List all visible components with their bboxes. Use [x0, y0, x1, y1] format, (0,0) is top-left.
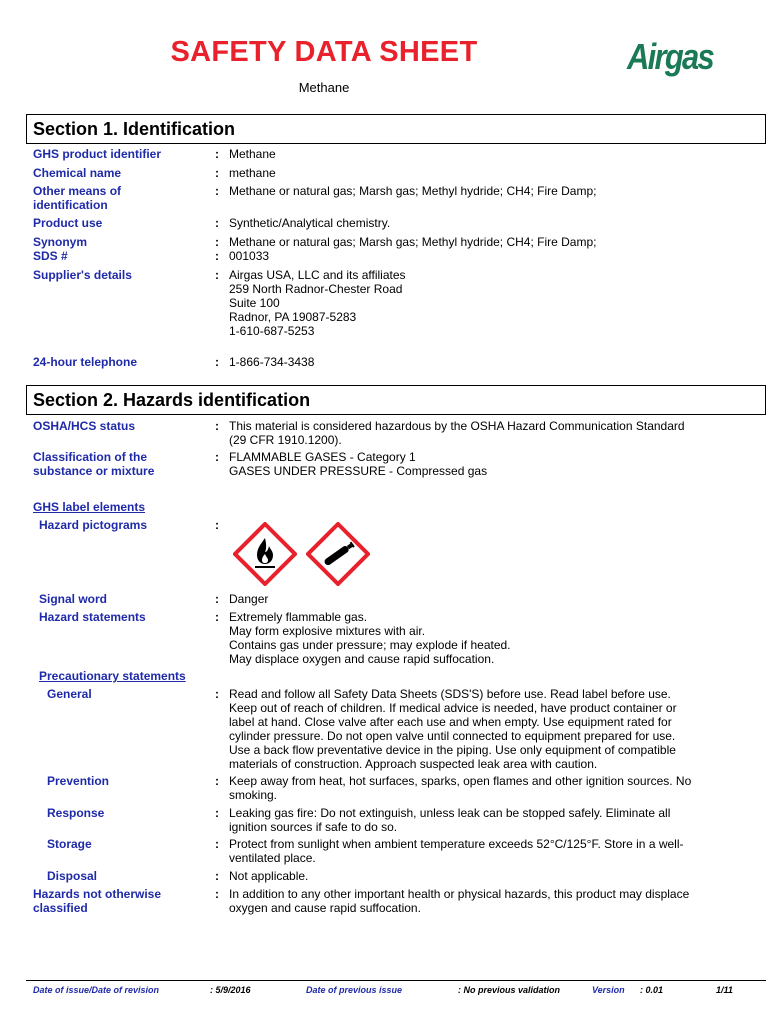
signal-word-label: Signal word — [39, 592, 108, 606]
colon: : — [215, 268, 219, 282]
osha-status-value — [229, 419, 729, 447]
synonym-label: Synonym — [33, 235, 88, 249]
footer-previous-value: : No previous validation — [458, 985, 561, 995]
disposal-label: Disposal — [47, 869, 98, 883]
footer-page-number: 1/11 — [716, 985, 733, 995]
classification-line: FLAMMABLE GASES - Category 1 — [229, 450, 416, 464]
section-1-header: Section 1. Identification — [26, 114, 766, 144]
other-means-label — [33, 184, 213, 212]
emergency-telephone-value: 1-866-734-3438 — [229, 355, 315, 369]
colon: : — [215, 869, 219, 883]
ghs-product-identifier-value: Methane — [229, 147, 276, 161]
product-name: Methane — [298, 80, 350, 95]
classification-label-line: substance or mixture — [33, 464, 155, 478]
footer-divider — [26, 980, 766, 981]
colon: : — [215, 184, 219, 198]
colon: : — [215, 592, 219, 606]
response-label: Response — [47, 806, 105, 820]
hazard-statement-line: May form explosive mixtures with air. — [229, 624, 426, 638]
other-means-label-line: identification — [33, 198, 108, 212]
hnoc-label — [33, 887, 213, 915]
colon: : — [215, 235, 219, 249]
general-line: Use a back flow preventative device in the piping. Use only equipment of compatible — [229, 743, 676, 757]
hazard-statements-value — [229, 610, 729, 666]
other-means-label-line: Other means of — [33, 184, 122, 198]
ghs-label-elements-heading: GHS label elements — [33, 500, 146, 514]
hazard-statement-line: May displace oxygen and cause rapid suffocation. — [229, 652, 495, 666]
supplier-details-value — [229, 268, 729, 338]
colon: : — [215, 774, 219, 788]
chemical-name-label: Chemical name — [33, 166, 122, 180]
footer-version-value: : 0.01 — [640, 985, 664, 995]
synonym-value: Methane or natural gas; Marsh gas; Methyl hydride; CH4; Fire Damp; — [229, 235, 597, 249]
sds-number-value: 001033 — [229, 249, 270, 263]
classification-label — [33, 450, 213, 478]
product-use-label: Product use — [33, 216, 103, 230]
hazard-statements-label: Hazard statements — [39, 610, 146, 624]
hazard-pictograms-label: Hazard pictograms — [39, 518, 148, 532]
hnoc-label-line: Hazards not otherwise — [33, 887, 162, 901]
supplier-line: Airgas USA, LLC and its affiliates — [229, 268, 406, 282]
classification-value — [229, 450, 729, 478]
colon: : — [215, 166, 219, 180]
gas-cylinder-pictogram-icon — [306, 522, 370, 586]
general-line: materials of construction. Approach suspected leak area with caution. — [229, 757, 598, 771]
response-value — [229, 806, 729, 834]
hnoc-line: oxygen and cause rapid suffocation. — [229, 901, 421, 915]
emergency-telephone-label: 24-hour telephone — [33, 355, 138, 369]
hazard-statement-line: Contains gas under pressure; may explode if heated. — [229, 638, 511, 652]
colon: : — [215, 147, 219, 161]
prevention-line: Keep away from heat, hot surfaces, sparks, open flames and other ignition sources. No — [229, 774, 692, 788]
hnoc-line: In addition to any other important health or physical hazards, this product may displace — [229, 887, 690, 901]
response-line: Leaking gas fire: Do not extinguish, unless leak can be stopped safely. Eliminate all — [229, 806, 671, 820]
colon: : — [215, 216, 219, 230]
colon: : — [215, 806, 219, 820]
colon: : — [215, 837, 219, 851]
document-title: SAFETY DATA SHEET — [170, 36, 478, 68]
signal-word-value: Danger — [229, 592, 269, 606]
footer-issue-label: Date of issue/Date of revision — [33, 985, 160, 995]
osha-status-label: OSHA/HCS status — [33, 419, 136, 433]
storage-value — [229, 837, 729, 865]
precautionary-statements-heading: Precautionary statements — [39, 669, 186, 683]
supplier-details-label: Supplier's details — [33, 268, 132, 282]
flame-pictogram-icon — [233, 522, 297, 586]
general-line: Read and follow all Safety Data Sheets (SDS'S) before use. Read label before use. — [229, 687, 671, 701]
airgas-logo: Airgas — [627, 36, 714, 77]
general-line: label at hand. Close valve after each use and when empty. Use equipment rated for — [229, 715, 672, 729]
disposal-value: Not applicable. — [229, 869, 309, 883]
colon: : — [215, 887, 219, 901]
prevention-line: smoking. — [229, 788, 278, 802]
hnoc-label-line: classified — [33, 901, 88, 915]
general-line: cylinder pressure. Do not open valve until connected to equipment prepared for use. — [229, 729, 676, 743]
colon: : — [215, 610, 219, 624]
supplier-line: 259 North Radnor-Chester Road — [229, 282, 403, 296]
prevention-label: Prevention — [47, 774, 110, 788]
prevention-value — [229, 774, 729, 802]
osha-line: This material is considered hazardous by the OSHA Hazard Communication Standard — [229, 419, 685, 433]
chemical-name-value: methane — [229, 166, 276, 180]
hazard-statement-line: Extremely flammable gas. — [229, 610, 368, 624]
storage-line: ventilated place. — [229, 851, 316, 865]
general-line: Keep out of reach of children. If medical advice is needed, have product container or — [229, 701, 677, 715]
classification-label-line: Classification of the — [33, 450, 148, 464]
osha-line: (29 CFR 1910.1200). — [229, 433, 342, 447]
supplier-line: 1-610-687-5253 — [229, 324, 315, 338]
classification-line: GASES UNDER PRESSURE - Compressed gas — [229, 464, 488, 478]
footer-version-label: Version — [592, 985, 625, 995]
footer-issue-value: : 5/9/2016 — [210, 985, 251, 995]
response-line: ignition sources if safe to do so. — [229, 820, 398, 834]
section-2-header: Section 2. Hazards identification — [26, 385, 766, 415]
colon: : — [215, 687, 219, 701]
general-value — [229, 687, 729, 771]
product-use-value: Synthetic/Analytical chemistry. — [229, 216, 391, 230]
colon: : — [215, 419, 219, 433]
other-means-value: Methane or natural gas; Marsh gas; Methyl hydride; CH4; Fire Damp; — [229, 184, 597, 198]
footer-previous-label: Date of previous issue — [306, 985, 403, 995]
hnoc-value — [229, 887, 729, 915]
sds-number-label: SDS # — [33, 249, 68, 263]
colon: : — [215, 450, 219, 464]
colon: : — [215, 518, 219, 532]
supplier-line: Suite 100 — [229, 296, 280, 310]
ghs-product-identifier-label: GHS product identifier — [33, 147, 162, 161]
colon: : — [215, 355, 219, 369]
general-label: General — [47, 687, 92, 701]
supplier-line: Radnor, PA 19087-5283 — [229, 310, 357, 324]
storage-label: Storage — [47, 837, 92, 851]
colon: : — [215, 249, 219, 263]
storage-line: Protect from sunlight when ambient temperature exceeds 52°C/125°F. Store in a well- — [229, 837, 684, 851]
